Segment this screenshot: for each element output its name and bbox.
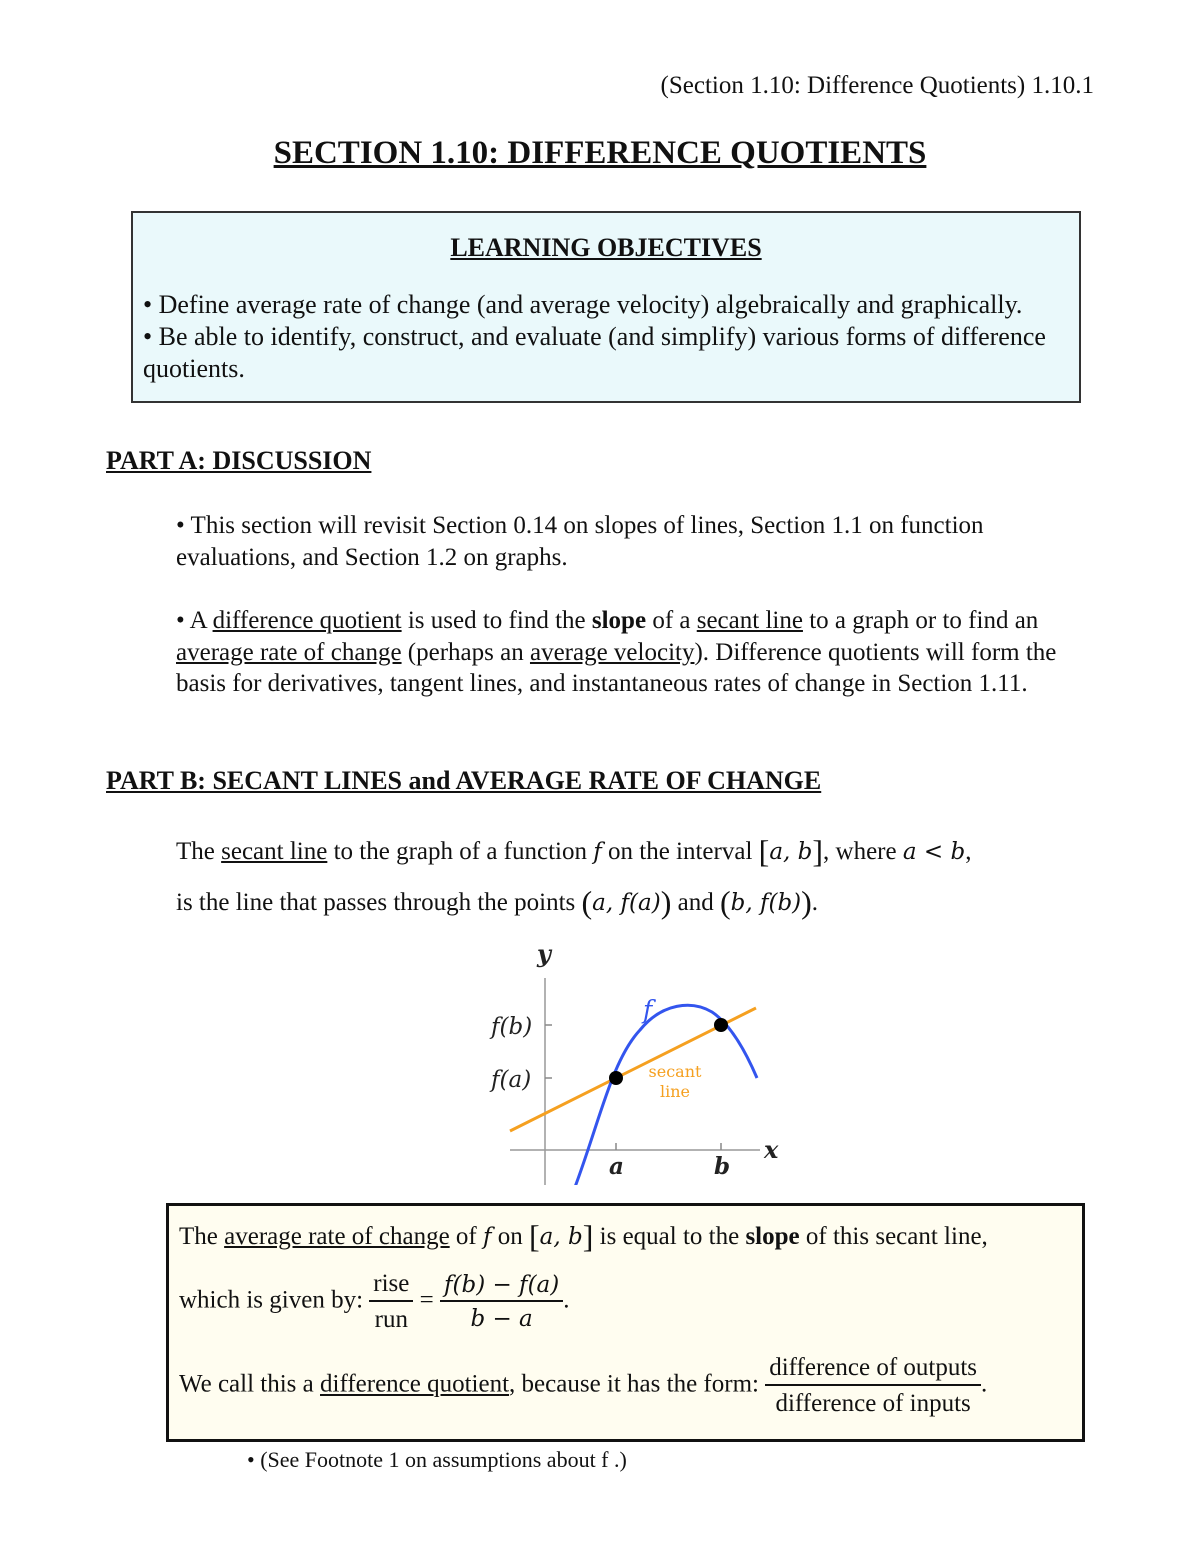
- x-axis-label: x: [764, 1135, 779, 1164]
- text: (perhaps an: [401, 638, 530, 666]
- text: .: [563, 1286, 570, 1314]
- text: ). Difference quotients will form the basis for derivatives, tangent lines, and instantaneous rates of change in Section 1.11.: [176, 638, 1057, 697]
- bracket: [: [529, 1218, 540, 1254]
- term-secant-line: secant line: [696, 607, 803, 634]
- term-average-velocity: average velocity: [529, 638, 695, 666]
- text: to the graph of a function: [327, 838, 594, 865]
- average-rate-box: [166, 1203, 1085, 1442]
- paren: ): [801, 884, 812, 920]
- text: , because it has the form:: [509, 1370, 766, 1398]
- term-slope: slope: [591, 607, 647, 634]
- text: ,: [965, 838, 972, 865]
- text: is the line that passes through the points: [176, 889, 582, 916]
- text: The: [179, 1223, 225, 1250]
- paren: (: [719, 884, 731, 920]
- secant-label-line-2: line: [659, 1082, 691, 1101]
- tick-label-fb: f(b): [491, 1014, 533, 1040]
- text: • A: [176, 607, 213, 634]
- term-average-rate-of-change: average rate of change: [224, 1223, 450, 1250]
- math-f: f: [593, 839, 602, 865]
- text: of this secant line,: [799, 1223, 988, 1250]
- text: , where: [823, 838, 903, 865]
- term-secant-line: secant line: [221, 838, 328, 865]
- text: is used to find the: [401, 607, 592, 634]
- rise-over-run: [369, 1270, 413, 1334]
- term-slope: slope: [745, 1223, 800, 1250]
- math-point-b: b, f(b): [730, 890, 802, 916]
- text: .: [981, 1370, 988, 1398]
- text: The: [176, 838, 222, 865]
- text: .: [811, 889, 819, 916]
- text: which is given by:: [179, 1286, 370, 1314]
- bracket: [: [758, 833, 770, 869]
- text: on the interval: [601, 838, 759, 865]
- objectives-heading: LEARNING OBJECTIVES: [450, 233, 762, 262]
- curve-label: f: [643, 995, 653, 1024]
- rate-box-line-1: [179, 1218, 988, 1255]
- text: of a: [646, 607, 697, 634]
- tick-label-b: b: [714, 1153, 731, 1180]
- math-point-a: a, f(a): [592, 890, 661, 916]
- footnote-note: • (See Footnote 1 on assumptions about f .): [247, 1447, 627, 1472]
- math-interval: a, b: [539, 1224, 583, 1250]
- form-denominator: difference of inputs: [775, 1390, 971, 1417]
- part-a-paragraph-1: • This section will revisit Section 0.14 on slopes of lines, Section 1.1 on function evaluations, and Section 1.2 on graphs.: [176, 512, 984, 571]
- part-b-heading: PART B: SECANT LINES and AVERAGE RATE OF CHANGE: [106, 766, 822, 795]
- text: of: [449, 1223, 483, 1250]
- text: on: [491, 1223, 530, 1250]
- difference-form: [765, 1354, 981, 1418]
- math-f: f: [483, 1224, 492, 1250]
- rate-box-line-2: [179, 1270, 569, 1334]
- run: run: [374, 1306, 408, 1333]
- math-condition: a < b: [902, 839, 966, 865]
- text: to a graph or to find an: [802, 607, 1039, 634]
- point-a: [609, 1071, 623, 1085]
- part-a-heading: PART A: DISCUSSION: [106, 446, 372, 475]
- bracket: ]: [582, 1218, 594, 1254]
- objective-item: • Be able to identify, construct, and evaluate (and simplify) various forms of difference quotients.: [143, 322, 1046, 383]
- paren: ): [660, 884, 672, 920]
- text: is equal to the: [593, 1223, 746, 1250]
- point-b: [714, 1018, 728, 1032]
- rate-box-line-3: [179, 1354, 987, 1418]
- y-axis-label: y: [537, 939, 551, 968]
- running-header: (Section 1.10: Difference Quotients) 1.10.1: [660, 72, 1094, 99]
- formula-numerator: f(b) − f(a): [440, 1272, 563, 1302]
- term-difference-quotient: difference quotient: [320, 1370, 510, 1398]
- term-average-rate-of-change: average rate of change: [176, 638, 402, 666]
- text: and: [677, 889, 714, 916]
- page-title: SECTION 1.10: DIFFERENCE QUOTIENTS: [273, 135, 927, 171]
- difference-quotient-formula: [440, 1272, 563, 1332]
- paren: (: [581, 884, 593, 920]
- tick-label-fa: f(a): [491, 1067, 532, 1093]
- tick-label-a: a: [609, 1153, 624, 1180]
- form-numerator: difference of outputs: [765, 1354, 981, 1386]
- objective-item: • Define average rate of change (and average velocity) algebraically and graphically.: [143, 290, 1023, 319]
- bracket: ]: [812, 833, 824, 869]
- text: We call this a: [179, 1370, 320, 1398]
- math-interval: a, b: [769, 839, 813, 865]
- secant-label-line-1: secant: [648, 1062, 702, 1081]
- term-difference-quotient: difference quotient: [212, 607, 402, 634]
- formula-denominator: b − a: [470, 1306, 533, 1332]
- rise: rise: [369, 1270, 413, 1302]
- equals: =: [419, 1286, 434, 1314]
